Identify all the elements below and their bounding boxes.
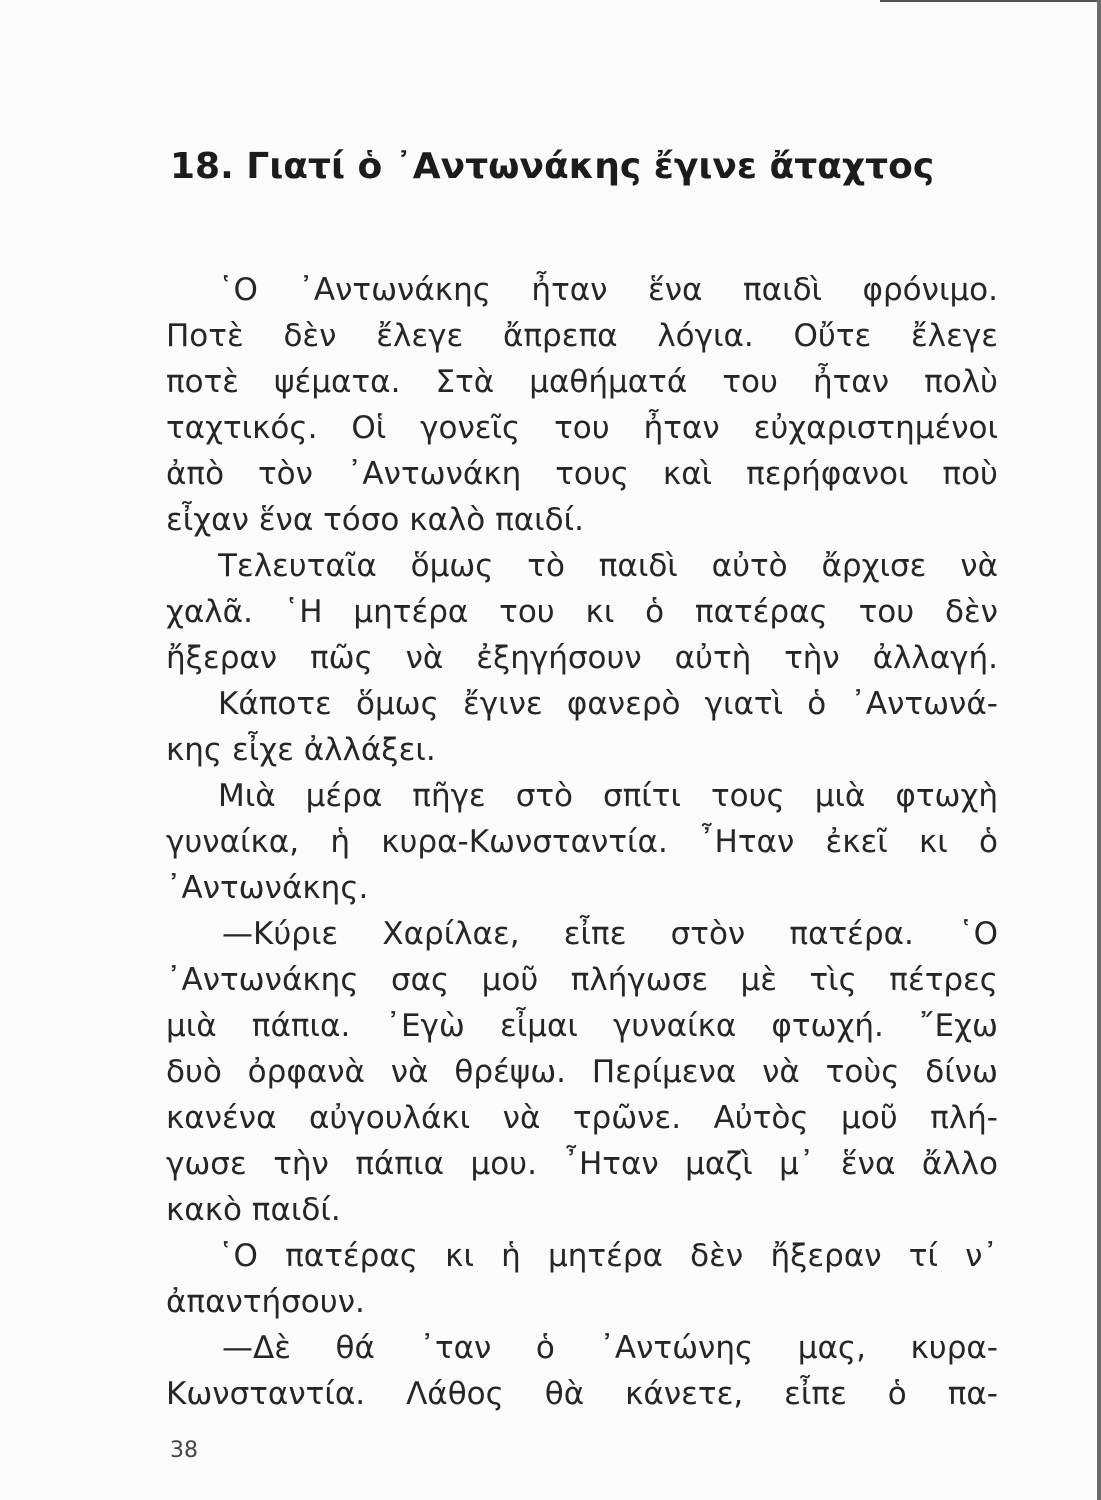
chapter-title: 18. Γιατί ὁ ᾿Αντωνάκης ἔγινε ἄταχτος <box>170 146 935 187</box>
text-line: εἶχαν ἕνα τόσο καλὸ παιδί. <box>166 502 584 538</box>
text-line: ταχτικός. Οἱ γονεῖς του ἦταν εὐχαριστημένοι <box>166 410 998 446</box>
text-line: γυναίκα, ἡ κυρα-Κωνσταντία. ῏Ηταν ἐκεῖ κι ὁ <box>166 824 998 860</box>
text-line: κης εἶχε ἀλλάξει. <box>166 732 436 768</box>
text-line: Κωνσταντία. Λάθος θὰ κάνετε, εἶπε ὁ πα- <box>166 1376 998 1412</box>
scan-edge-right <box>1097 0 1101 1500</box>
text-line: ποτὲ ψέματα. Στὰ μαθήματά του ἦταν πολὺ <box>166 364 998 400</box>
text-line: Ποτὲ δὲν ἔλεγε ἄπρεπα λόγια. Οὔτε ἔλεγε <box>166 318 998 354</box>
text-line: κακὸ παιδί. <box>166 1192 341 1228</box>
text-line: ῾Ο πατέρας κι ἡ μητέρα δὲν ἤξεραν τί ν᾿ <box>218 1238 998 1274</box>
text-line: —Κύριε Χαρίλαε, εἶπε στὸν πατέρα. ῾Ο <box>222 916 998 952</box>
text-line: ῾Ο ᾿Αντωνάκης ἦταν ἕνα παιδὶ φρόνιμο. <box>218 272 998 308</box>
body-text <box>166 267 998 1417</box>
text-line: γωσε τὴν πάπια μου. ῏Ηταν μαζὶ μ᾿ ἕνα ἄλλο <box>166 1146 998 1182</box>
text-line: ἀπαντήσουν. <box>166 1284 365 1320</box>
text-line: ἀπὸ τὸν ᾿Αντωνάκη τους καὶ περήφανοι ποὺ <box>166 456 998 492</box>
text-line: δυὸ ὀρφανὰ νὰ θρέψω. Περίμενα νὰ τοὺς δίνω <box>166 1054 998 1090</box>
text-line: ᾿Αντωνάκης. <box>166 870 369 906</box>
page-number: 38 <box>170 1438 198 1463</box>
text-line: Τελευταῖα ὅμως τὸ παιδὶ αὐτὸ ἄρχισε νὰ <box>218 548 998 584</box>
text-line: ἤξεραν πῶς νὰ ἐξηγήσουν αὐτὴ τὴν ἀλλαγή. <box>166 640 998 676</box>
scan-edge-top <box>880 0 1101 2</box>
text-line: Μιὰ μέρα πῆγε στὸ σπίτι τους μιὰ φτωχὴ <box>218 778 998 814</box>
text-line: κανένα αὐγουλάκι νὰ τρῶνε. Αὐτὸς μοῦ πλή- <box>166 1100 998 1136</box>
text-line: —Δὲ θά ᾿ταν ὁ ᾿Αντώνης μας, κυρα- <box>222 1330 998 1366</box>
text-line: χαλᾶ. ῾Η μητέρα του κι ὁ πατέρας του δὲν <box>166 594 998 630</box>
text-line: μιὰ πάπια. ᾿Εγὼ εἶμαι γυναίκα φτωχή. ῎Εχω <box>166 1008 998 1044</box>
text-line: Κάποτε ὅμως ἔγινε φανερὸ γιατὶ ὁ ᾿Αντωνά- <box>218 686 998 722</box>
text-line: ᾿Αντωνάκης σας μοῦ πλήγωσε μὲ τὶς πέτρες <box>166 962 998 998</box>
